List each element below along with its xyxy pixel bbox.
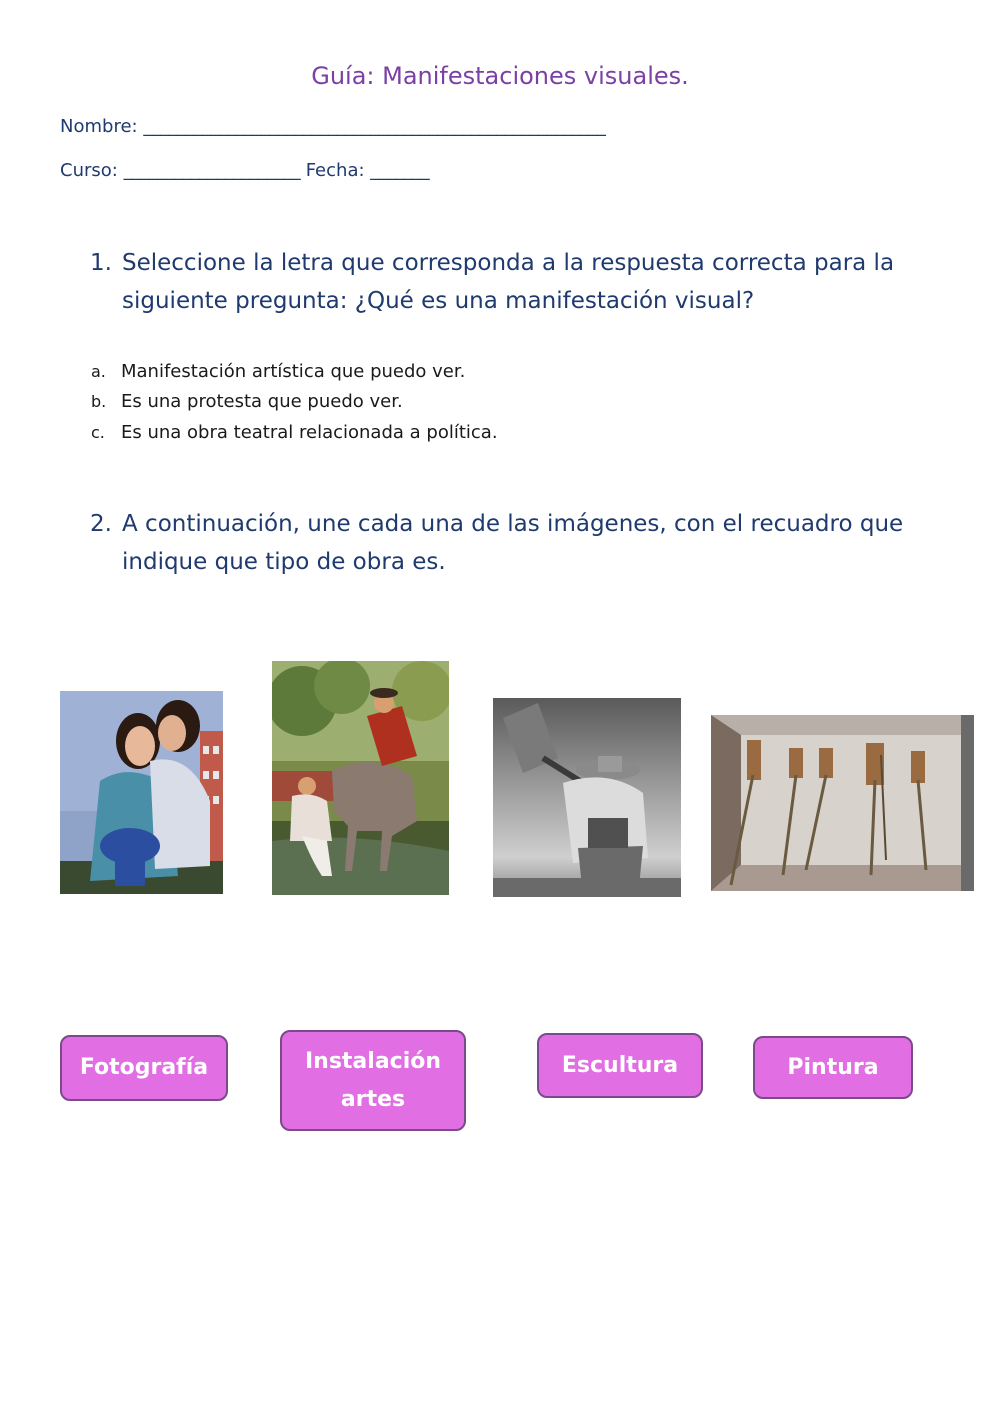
box-instalacion-label-2: artes [340, 1086, 406, 1112]
question-2-number: 2. [90, 511, 112, 537]
box-escultura-label: Escultura [561, 1052, 679, 1078]
question-1 [90, 244, 970, 324]
page-title: Guía: Manifestaciones visuales. [311, 62, 689, 90]
question-1-line-2: siguiente pregunta: ¿Qué es una manifestación visual? [122, 288, 755, 314]
option-c[interactable] [91, 422, 691, 448]
name-label: Nombre: [60, 116, 144, 137]
course-line: _____________________ [123, 160, 300, 181]
option-a-text: Manifestación artística que puedo ver. [121, 361, 466, 382]
question-1-number: 1. [90, 250, 112, 276]
box-pintura-label: Pintura [787, 1054, 879, 1080]
course-label: Curso: [60, 160, 124, 181]
question-2-line-1: A continuación, une cada una de las imágenes, con el recuadro que [122, 511, 904, 537]
question-2-line-2: indique que tipo de obra es. [122, 549, 446, 575]
installation-gallery-image[interactable] [711, 715, 974, 891]
photograph-worker-image[interactable] [493, 698, 681, 897]
option-a[interactable] [91, 361, 691, 387]
date-line: _______ [370, 160, 430, 181]
box-fotografia-label: Fotografía [79, 1055, 209, 1080]
question-1-line-1: Seleccione la letra que corresponda a la respuesta correcta para la [122, 250, 895, 276]
option-c-text: Es una obra teatral relacionada a política. [121, 422, 498, 443]
name-field[interactable] [60, 116, 605, 137]
painting-horseman-image[interactable] [272, 661, 449, 895]
box-pintura[interactable] [753, 1036, 913, 1099]
box-instalacion-label-1: Instalación [304, 1048, 442, 1074]
box-escultura[interactable] [537, 1033, 703, 1098]
box-fotografia[interactable] [60, 1035, 228, 1101]
name-line: _______________________________________________________ [143, 116, 606, 137]
option-c-letter: c. [91, 423, 105, 442]
date-label: Fecha: [299, 160, 371, 181]
option-b-letter: b. [91, 392, 107, 411]
question-2 [90, 505, 970, 585]
box-instalacion-artes[interactable] [280, 1030, 466, 1131]
option-b[interactable] [91, 391, 691, 417]
option-a-letter: a. [91, 362, 106, 381]
option-b-text: Es una protesta que puedo ver. [121, 391, 403, 412]
sculpture-couple-image[interactable] [60, 691, 223, 894]
course-date-field[interactable] [60, 160, 429, 181]
